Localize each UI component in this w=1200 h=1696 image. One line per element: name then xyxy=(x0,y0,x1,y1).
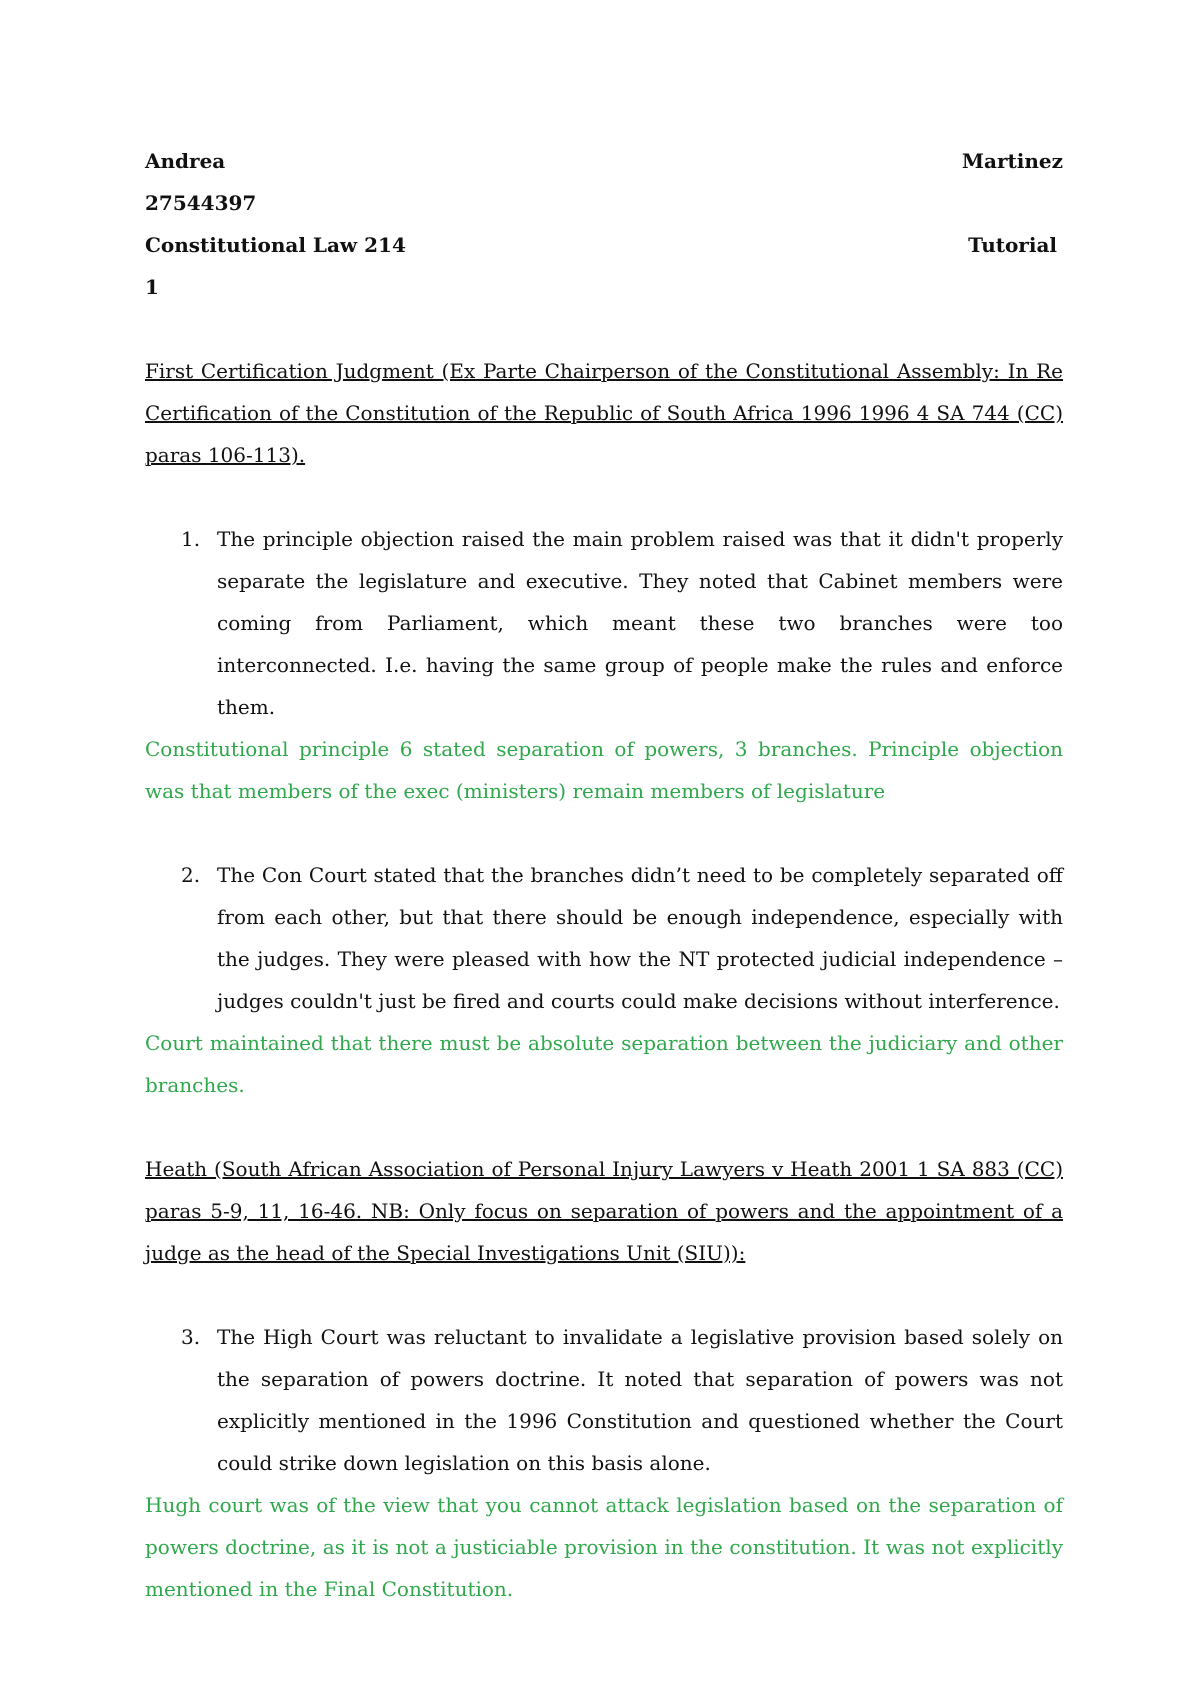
spacer xyxy=(145,812,1063,854)
annotation-note: Court maintained that there must be absolute separation between the judiciary and other branches. xyxy=(145,1031,1063,1097)
name-row xyxy=(145,140,1063,182)
list-number: 3. xyxy=(181,1325,201,1349)
annotation-note: Hugh court was of the view that you cannot attack legislation based on the separation of powers doctrine, as it is not a justiciable provision in the constitution. It was not explicitly mentioned in the Final Constitution. xyxy=(145,1493,1063,1601)
tutorial-label: Tutorial xyxy=(968,233,1057,257)
section-heading-first-certification: First Certification Judgment (Ex Parte Chairperson of the Constitutional Assembly: In Re Certification of the Constitution of the Republic of South Africa 1996 1996 4 SA 744 (CC) paras 106-113). xyxy=(145,359,1063,467)
spacer xyxy=(145,476,1063,518)
section-heading-heath: Heath (South African Association of Personal Injury Lawyers v Heath 2001 1 SA 883 (CC) paras 5-9, 11, 16-46. NB: Only focus on separation of powers and the appointment of a judge as the head of the Special Investigations Unit (SIU)): xyxy=(145,1157,1063,1265)
student-number: 27544397 xyxy=(145,191,257,215)
last-name: Martinez xyxy=(961,149,1063,173)
spacer xyxy=(145,1106,1063,1148)
course-row xyxy=(145,224,1063,266)
list-text: The Con Court stated that the branches didn’t need to be completely separated off from each other, but that there should be enough independence, especially with the judges. They were pleased with how the NT protected judicial independence – judges couldn't just be fired and courts could make decisions without interference. xyxy=(217,863,1063,1013)
tutorial-number: 1 xyxy=(145,275,159,299)
document-content xyxy=(145,140,1063,1610)
list-text: The High Court was reluctant to invalidate a legislative provision based solely on the separation of powers doctrine. It noted that separation of powers was not explicitly mentioned in the 1996 Constitution and questioned whether the Court could strike down legislation on this basis alone. xyxy=(217,1325,1063,1475)
course-name: Constitutional Law 214 xyxy=(145,233,406,257)
list-number: 2. xyxy=(181,863,201,887)
spacer xyxy=(145,308,1063,350)
list-item xyxy=(145,518,1063,728)
list-text: The principle objection raised the main problem raised was that it didn't properly separate the legislature and executive. They noted that Cabinet members were coming from Parliament, which meant these two branches were too interconnected. I.e. having the same group of people make the rules and enforce them. xyxy=(217,527,1063,719)
list-number: 1. xyxy=(181,527,201,551)
list-item xyxy=(145,1316,1063,1484)
annotation-note: Constitutional principle 6 stated separation of powers, 3 branches. Principle objection was that members of the exec (ministers) remain members of legislature xyxy=(145,737,1063,803)
spacer xyxy=(145,1274,1063,1316)
first-name: Andrea xyxy=(145,149,226,173)
list-item xyxy=(145,854,1063,1022)
